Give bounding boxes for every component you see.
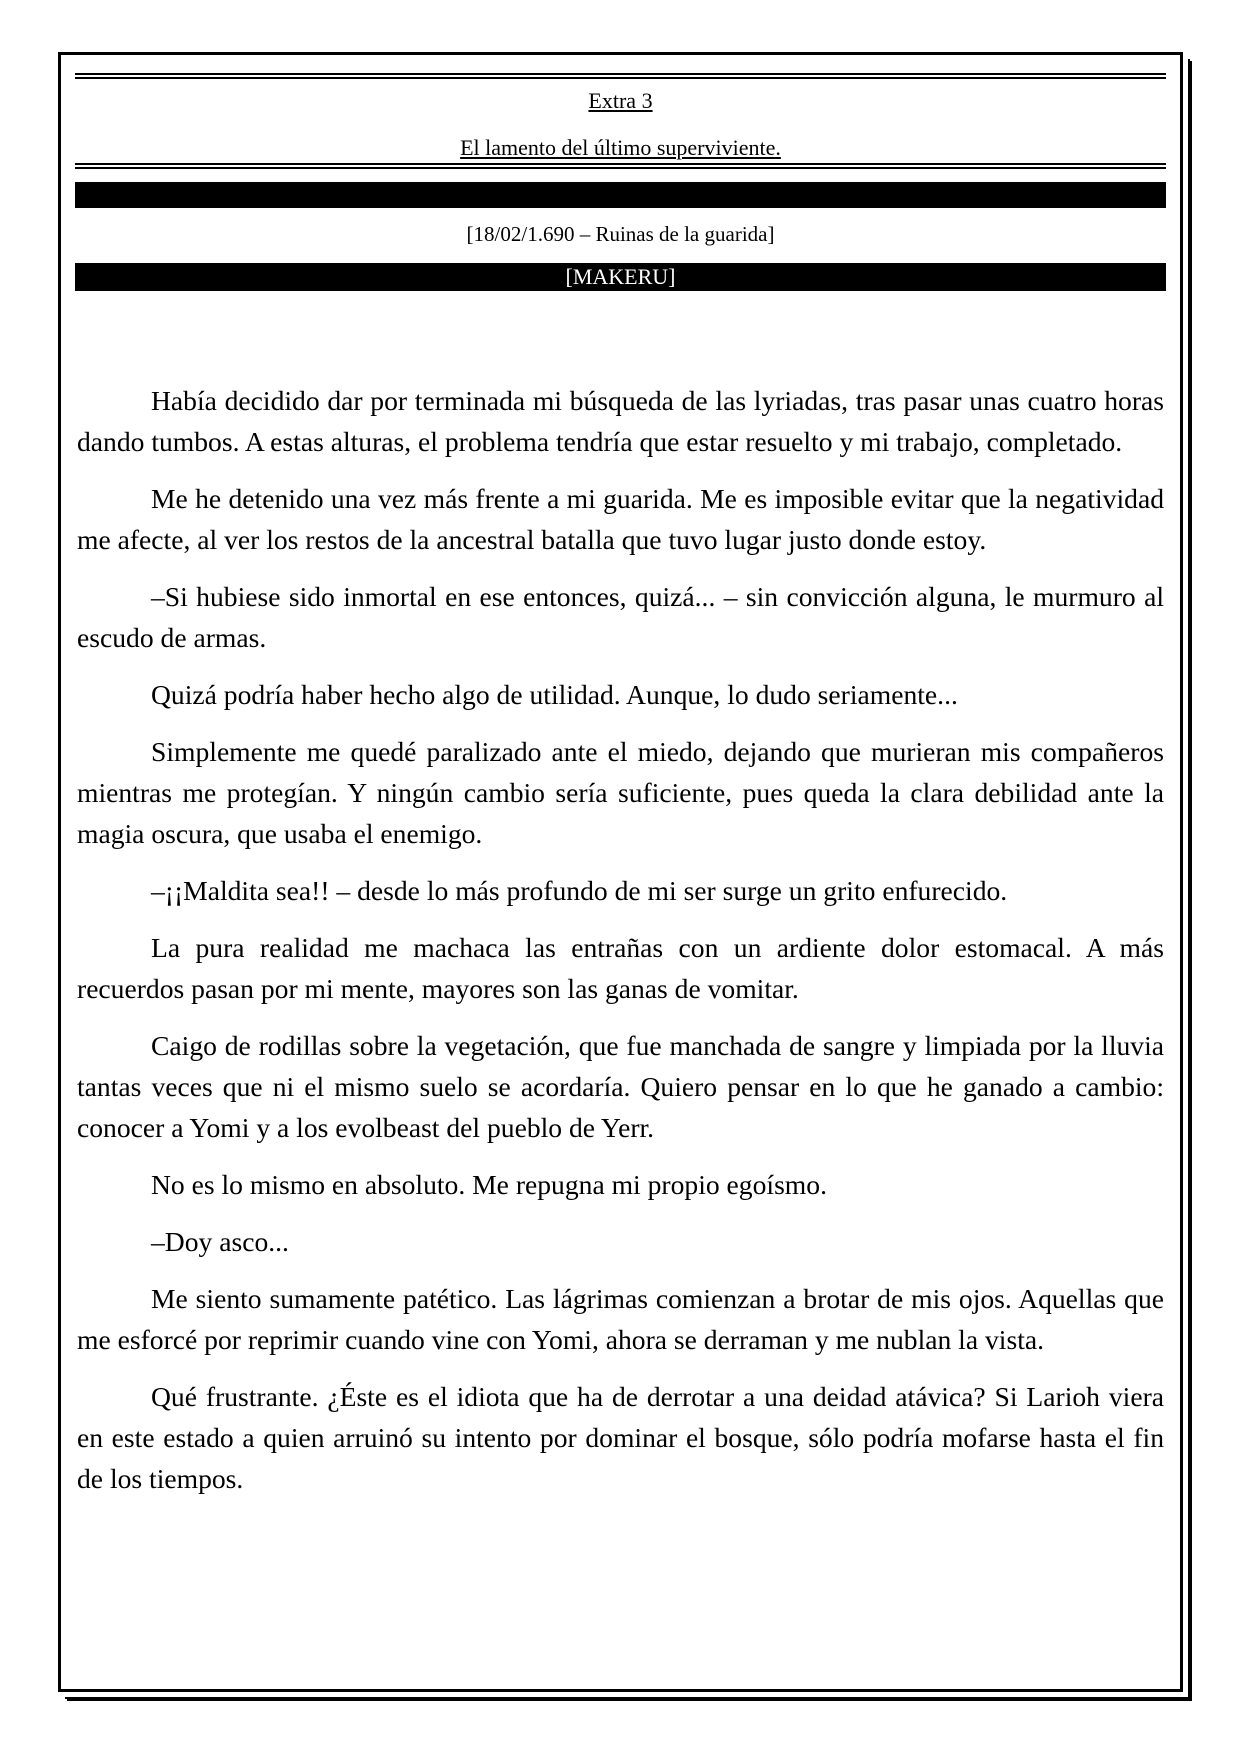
top-double-rule: [75, 73, 1166, 79]
paragraph: Me he detenido una vez más frente a mi guarida. Me es imposible evitar que la negatividad me afecte, al ver los restos de la ancestral batalla que tuvo lugar justo donde estoy.: [77, 483, 1164, 555]
paragraph: Quizá podría haber hecho algo de utilidad. Aunque, lo dudo seriamente...: [151, 679, 958, 710]
paragraph: No es lo mismo en absoluto. Me repugna mi propio egoísmo.: [151, 1169, 827, 1200]
scene-location: [18/02/1.690 – Ruinas de la guarida]: [466, 222, 775, 246]
paragraph: Qué frustrante. ¿Éste es el idiota que ha de derrotar a una deidad atávica? Si Larioh viera en este estado a quien arruinó su intento por dominar el bosque, sólo podría mofarse hasta el fin de los tiempos.: [77, 1381, 1164, 1494]
speaker-bar: [75, 263, 1166, 291]
speaker-label: [MAKERU]: [565, 264, 676, 289]
paragraph: Había decidido dar por terminada mi búsqueda de las lyriadas, tras pasar unas cuatro horas dando tumbos. A estas alturas, el problema tendría que estar resuelto y mi trabajo, completado.: [77, 385, 1164, 457]
black-divider-bar: [75, 182, 1166, 208]
chapter-label: Extra 3: [588, 88, 653, 113]
page-frame: [58, 52, 1183, 1692]
bottom-double-rule: [75, 163, 1166, 169]
paragraph: Simplemente me quedé paralizado ante el miedo, dejando que murieran mis compañeros mientras me protegían. Y ningún cambio sería suficiente, pues queda la clara debilidad ante la magia oscura, que usaba el enemigo.: [77, 736, 1164, 849]
paragraph: –¡¡Maldita sea!! – desde lo más profundo de mi ser surge un grito enfurecido.: [151, 875, 1008, 906]
body-text: [77, 380, 1164, 1515]
paragraph: Me siento sumamente patético. Las lágrimas comienzan a brotar de mis ojos. Aquellas que me esforcé por reprimir cuando vine con Yomi, ahora se derraman y me nublan la vista.: [77, 1283, 1164, 1355]
paragraph: Caigo de rodillas sobre la vegetación, que fue manchada de sangre y limpiada por la lluvia tantas veces que ni el mismo suelo se acordaría. Quiero pensar en lo que he ganado a cambio: conocer a Yomi y a los evolbeast del pueblo de Yerr.: [77, 1030, 1164, 1143]
paragraph: –Doy asco...: [151, 1226, 289, 1257]
paragraph: La pura realidad me machaca las entrañas con un ardiente dolor estomacal. A más recuerdos pasan por mi mente, mayores son las ganas de vomitar.: [77, 932, 1164, 1004]
paragraph: –Si hubiese sido inmortal en ese entonces, quizá... – sin convicción alguna, le murmuro al escudo de armas.: [77, 581, 1164, 653]
chapter-title: El lamento del último superviviente.: [460, 135, 781, 160]
